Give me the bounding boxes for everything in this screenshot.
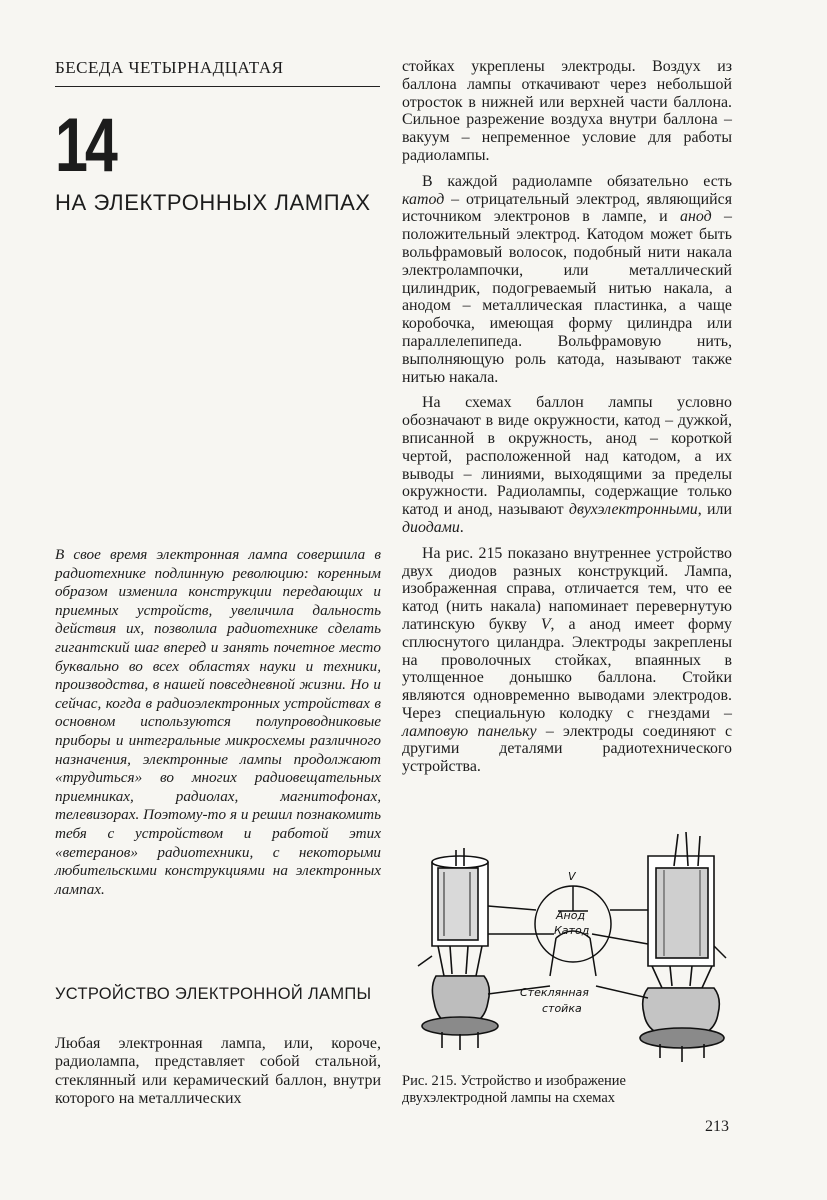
left-column xyxy=(55,0,385,1200)
section-label: БЕСЕДА ЧЕТЫРНАДЦАТАЯ xyxy=(55,58,284,77)
right-text-block xyxy=(402,58,732,784)
section-divider xyxy=(55,86,380,87)
term-v: V xyxy=(540,615,551,633)
left-lamp xyxy=(422,848,498,1050)
term-cathode: катод xyxy=(402,190,445,208)
body-paragraph-left: Любая электронная лампа, или, короче, радиолампа, представляет собой стальной, стеклянный или керамический баллон, внутри которого на металлических xyxy=(55,1035,381,1108)
term-tube-socket: ламповую панельку xyxy=(402,722,537,740)
intro-paragraph: В свое время электронная лампа совершила в радиотехнике подлинную революцию: коренным образом изменила конструкции передающих и приемных устройств, увеличила дальность действия их, позволила радиотехнике сделать гигантский шаг вперед и занять почетное место буквально во всех областях науки и техники, производства, в нашей повседневной жизни. Но и сейчас, когда в радиоэлектронных устройствах в основном используются полупроводниковые приборы и интегральные микросхемы различного назначения, электронные лампы продолжают «трудиться» во многих радиовещательных приемниках, радиолах, магнитофонах, телевизорах. Поэтому-то я и решил познакомить тебя с устройством и работой этих «ветеранов» радиотехники, с некоторыми любительскими конструкциями на электронных лампах. xyxy=(55,546,381,898)
term-diodes: диодами xyxy=(402,518,460,536)
label-v: V xyxy=(568,870,576,883)
paragraph-3: На схемах баллон лампы условно обозначают в виде окружности, катод – дужкой, вписанной в окружность, анод – короткой чертой, расположенной над катодом, а их выводы – линиями, выходящими за пределы окружности. Радиолампы, содержащие только катод и анод, называют двухэлектронными, или диодами. xyxy=(402,394,732,536)
diode-illustration xyxy=(408,826,734,1066)
term-two-electrode: двухэлектронными xyxy=(568,501,698,519)
sub-heading: УСТРОЙСТВО ЭЛЕКТРОННОЙ ЛАМПЫ xyxy=(55,985,372,1003)
right-column xyxy=(402,0,734,1200)
right-lamp xyxy=(640,832,724,1062)
label-glass: Стеклянная xyxy=(520,986,589,999)
chapter-title: НА ЭЛЕКТРОННЫХ ЛАМПАХ xyxy=(55,190,371,215)
paragraph-1: стойках укреплены электроды. Воздух из баллона лампы откачивают через небольшой отросток в нижней или верхней части баллона. Сильное разрежение воздуха внутри баллона – вакуум – непременное условие для работы радиолампы. xyxy=(402,58,732,164)
label-stand: стойка xyxy=(542,1002,582,1015)
figure-caption: Рис. 215. Устройство и изображение двухэлектродной лампы на схемах xyxy=(402,1073,626,1106)
term-anode: анод xyxy=(680,208,712,226)
chapter-number: 14 xyxy=(55,103,115,188)
paragraph-4: На рис. 215 показано внутреннее устройство двух диодов разных конструкций. Лампа, изображенная справа, отличается тем, что ее катод (нить накала) напоминает перевернутую латинскую букву V, а анод имеет форму сплюснутого циландра. Электроды закреплены на проволочных стойках, впаянных в утолщенное донышко баллона. Стойки являются одновременно выводами электродов. Через специальную колодку с гнездами – ламповую панельку – электроды соединяют с другими деталями радиотехнического устройства. xyxy=(402,544,732,776)
page-number: 213 xyxy=(705,1118,729,1135)
figure-diode-lamps xyxy=(408,826,734,1066)
label-anode: Анод xyxy=(556,909,586,922)
label-cathode: Катод xyxy=(554,924,590,937)
paragraph-2: В каждой радиолампе обязательно есть катод – отрицательный электрод, являющийся источником электронов в лампе, и анод – положительный электрод. Катодом может быть вольфрамовый волосок, подобный нити накала электролампочки, или металлический цилиндрик, подогреваемый нитью накала, а анодом – металлическая пластинка, а чаще коробочка, имеющая форму цилиндра или параллелепипеда. Вольфрамовую нить, выполняющую роль катода, называют также нитью накала. xyxy=(402,172,733,386)
